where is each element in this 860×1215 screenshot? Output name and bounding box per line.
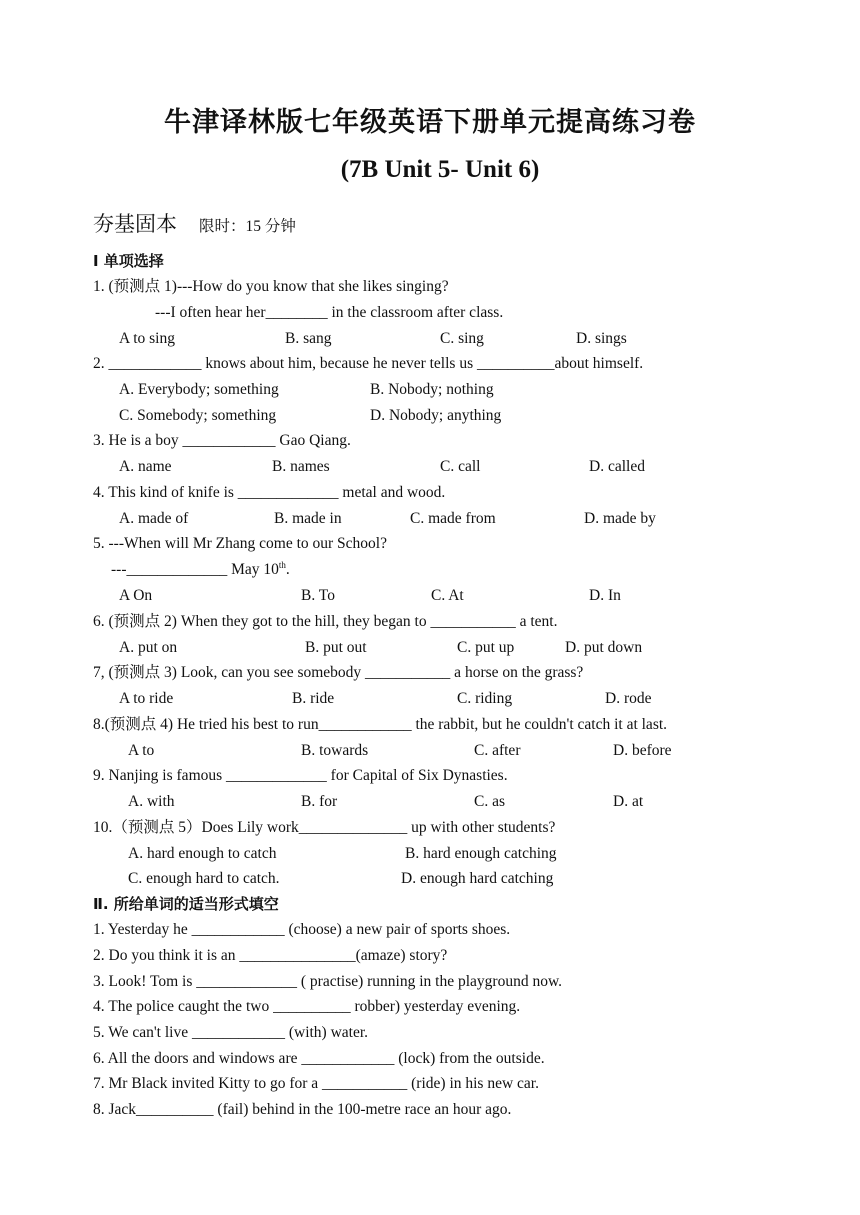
- question-9-stem: 9. Nanjing is famous _____________ for Capital of Six Dynasties.: [93, 767, 508, 784]
- question-5-stem: 5. ---When will Mr Zhang come to our School?: [93, 535, 387, 552]
- page-title: 牛津译林版七年级英语下册单元提高练习卷: [164, 107, 696, 138]
- question-4-option-b: B. made in: [274, 510, 342, 527]
- part2-heading: Ⅱ. 所给单词的适当形式填空: [93, 895, 279, 913]
- question-8-option-a: A to: [128, 742, 155, 759]
- question-1-stem: 1. (预测点 1)---How do you know that she likes singing?: [93, 278, 449, 295]
- question-6-option-a: A. put on: [119, 639, 178, 656]
- question-2-option-c: C. Somebody; something: [119, 407, 277, 424]
- question-1-option-c: C. sing: [440, 330, 484, 347]
- question-5-option-c: C. At: [431, 587, 464, 604]
- question-1-option-b: B. sang: [285, 330, 332, 347]
- question-3-option-c: C. call: [440, 458, 481, 475]
- question-3-option-b: B. names: [272, 458, 330, 475]
- question-9-option-c: C. as: [474, 793, 505, 810]
- fill-item-7: 7. Mr Black invited Kitty to go for a ___________ (ride) in his new car.: [93, 1075, 539, 1092]
- question-4-option-d: D. made by: [584, 510, 656, 527]
- page-subtitle: (7B Unit 5- Unit 6): [340, 156, 540, 183]
- question-5-response: [111, 560, 290, 580]
- question-9-option-a: A. with: [128, 793, 175, 810]
- fill-item-2: 2. Do you think it is an _______________(amaze) story?: [93, 947, 448, 964]
- fill-item-4: 4. The police caught the two __________ robber) yesterday evening.: [93, 998, 521, 1015]
- question-1-option-a: A to sing: [119, 330, 175, 347]
- question-1-response: ---I often hear her________ in the classroom after class.: [155, 304, 504, 321]
- question-10-option-c: C. enough hard to catch.: [128, 870, 280, 887]
- part1-heading: I 单项选择: [93, 252, 164, 270]
- question-7-option-d: D. rode: [605, 690, 652, 707]
- question-10-option-d: D. enough hard catching: [401, 870, 554, 887]
- question-6-stem: 6. (预测点 2) When they got to the hill, they began to ___________ a tent.: [93, 613, 558, 630]
- fill-item-8: 8. Jack__________ (fail) behind in the 100-metre race an hour ago.: [93, 1101, 512, 1118]
- question-2-option-d: D. Nobody; anything: [370, 407, 502, 424]
- question-7-option-b: B. ride: [292, 690, 335, 707]
- fill-item-3: 3. Look! Tom is _____________ ( practise) running in the playground now.: [93, 973, 563, 990]
- question-8-option-b: B. towards: [301, 742, 369, 759]
- question-5-response-end: .: [285, 561, 290, 578]
- question-6-option-b: B. put out: [305, 639, 367, 656]
- question-3-stem: 3. He is a boy ____________ Gao Qiang.: [93, 432, 351, 449]
- question-10-stem: 10.（预测点 5）Does Lily work______________ up with other students?: [93, 819, 556, 836]
- question-5-option-d: D. In: [589, 587, 621, 604]
- question-8-option-c: C. after: [474, 742, 521, 759]
- question-8-option-d: D. before: [613, 742, 672, 759]
- question-5-option-b: B. To: [301, 587, 335, 604]
- question-2-option-b: B. Nobody; nothing: [370, 381, 494, 398]
- question-4-stem: 4. This kind of knife is _____________ metal and wood.: [93, 484, 446, 501]
- fill-item-5: 5. We can't live ____________ (with) water.: [93, 1024, 369, 1041]
- section-title: 夯基固本: [93, 212, 177, 236]
- fill-item-6: 6. All the doors and windows are ____________ (lock) from the outside.: [93, 1050, 545, 1067]
- question-7-option-c: C. riding: [457, 690, 513, 707]
- question-6-option-c: C. put up: [457, 639, 515, 656]
- question-6-option-d: D. put down: [565, 639, 643, 656]
- question-5-option-a: A On: [119, 587, 153, 604]
- ordinal-suffix: th: [278, 559, 286, 570]
- question-3-option-a: A. name: [119, 458, 172, 475]
- question-3-option-d: D. called: [589, 458, 645, 475]
- time-limit: 限时：15 分钟: [199, 218, 296, 235]
- question-9-option-d: D. at: [613, 793, 644, 810]
- question-4-option-a: A. made of: [119, 510, 189, 527]
- question-1-option-d: D. sings: [576, 330, 627, 347]
- question-7-option-a: A to ride: [119, 690, 174, 707]
- question-2-option-a: A. Everybody; something: [119, 381, 279, 398]
- question-4-option-c: C. made from: [410, 510, 496, 527]
- section-header: [93, 208, 296, 238]
- question-7-stem: 7, (预测点 3) Look, can you see somebody ___________ a horse on the grass?: [93, 664, 584, 681]
- question-2-stem: 2. ____________ knows about him, because he never tells us __________about himself.: [93, 355, 644, 372]
- question-5-response-text: ---_____________ May 10: [111, 561, 279, 578]
- fill-item-1: 1. Yesterday he ____________ (choose) a new pair of sports shoes.: [93, 921, 511, 938]
- question-8-stem: 8.(预测点 4) He tried his best to run____________ the rabbit, but he couldn't catch it at last.: [93, 716, 668, 733]
- question-10-option-b: B. hard enough catching: [405, 845, 557, 862]
- question-10-option-a: A. hard enough to catch: [128, 845, 277, 862]
- question-9-option-b: B. for: [301, 793, 338, 810]
